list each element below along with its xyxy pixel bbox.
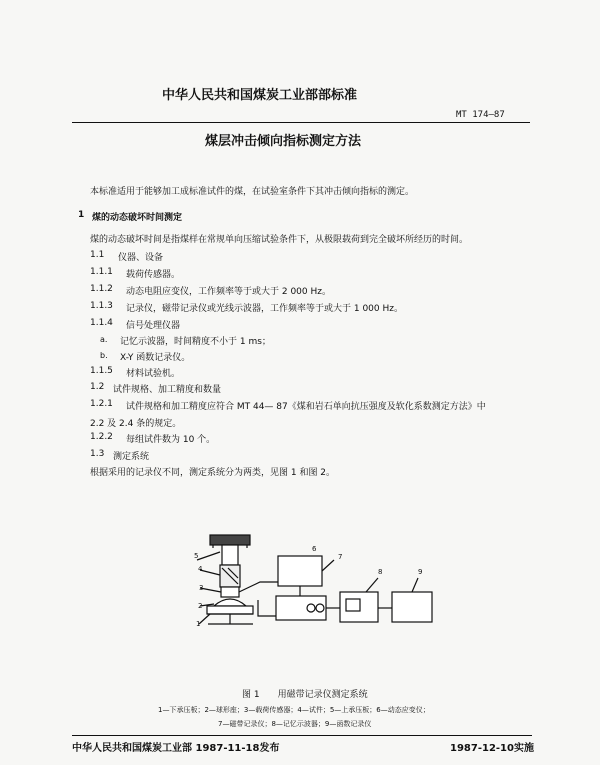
item-number: 1.1	[90, 250, 105, 260]
footer-issued: 中华人民共和国煤炭工业部 1987-11-18发布	[72, 743, 280, 754]
item-text: 每组试件数为 10 个。	[126, 435, 216, 445]
section-1-definition: 煤的动态破坏时间是指煤样在常规单向压缩试验条件下，从极限载荷到完全破坏所经历的时间。	[90, 235, 469, 245]
leader-line	[322, 560, 334, 571]
sensor-cable	[239, 582, 278, 592]
function-recorder	[392, 592, 432, 622]
item-number: a.	[100, 335, 108, 344]
item-number: 1.1.5	[90, 366, 113, 376]
leader-line	[412, 578, 418, 592]
figure-label: 2	[198, 602, 203, 610]
item-text: 2.2 及 2.4 条的规定。	[90, 419, 182, 429]
figure-caption: 图 1 用磁带记录仪测定系统	[242, 690, 368, 700]
leader-line	[199, 614, 210, 624]
oscilloscope-screen	[346, 599, 360, 611]
intro-paragraph: 本标准适用于能够加工成标准试件的煤，在试验室条件下其冲击倾向指标的测定。	[90, 187, 415, 197]
item-number: 1.3	[90, 449, 105, 459]
section-1-heading: 煤的动态破坏时间测定	[92, 213, 183, 223]
leader-line	[200, 570, 220, 575]
item-text: 记录仪，磁带记录仪或光线示波器，工作频率等于或大于 1 000 Hz。	[126, 304, 403, 314]
figure-label: 5	[194, 552, 199, 560]
document-title: 煤层冲击倾向指标测定方法	[205, 134, 362, 149]
item-number: 1.2	[90, 382, 105, 392]
item-number: 1.1.4	[90, 318, 113, 328]
load-sensor	[221, 587, 239, 597]
figure-label: 9	[418, 568, 423, 576]
item-number: 1.1.1	[90, 267, 113, 277]
upper-platen-block	[210, 535, 250, 545]
item-text: 材料试验机。	[126, 369, 181, 379]
connection-line	[258, 600, 276, 616]
item-text: 试件规格和加工精度应符合 MT 44— 87《煤和岩石单向抗压强度及软化系数测定方法》中	[126, 402, 486, 412]
figure-label: 8	[378, 568, 383, 576]
ball-seat	[214, 599, 246, 606]
figure-label: 7	[338, 553, 343, 561]
item-text: 仪器、设备	[118, 253, 164, 263]
figure-label: 3	[199, 584, 204, 592]
item-text: 记忆示波器，时间精度不小于 1 ms；	[120, 337, 271, 347]
dynamic-strain-amplifier	[278, 556, 322, 586]
footer-rule	[72, 735, 532, 736]
item-text: 测定系统	[113, 452, 150, 462]
item-text: 根据采用的记录仪不同，测定系统分为两类，见图 1 和图 2。	[90, 468, 336, 478]
figure-label: 6	[312, 545, 317, 553]
issuer-heading: 中华人民共和国煤炭工业部部标准	[162, 88, 358, 103]
figure-label: 1	[196, 620, 201, 628]
item-number: b.	[100, 351, 108, 360]
figure-label: 4	[198, 565, 203, 573]
leader-line	[197, 552, 220, 560]
leader-line	[366, 578, 378, 592]
item-text: 载荷传感器。	[126, 270, 181, 280]
item-text: 信号处理仪器	[126, 321, 181, 331]
item-text: 动态电阻应变仪，工作频率等于或大于 2 000 Hz。	[126, 287, 331, 297]
footer-effective: 1987-12-10实施	[450, 743, 534, 754]
figure-legend-line-1: 1—下承压板；2—球形座；3—载荷传感器；4—试件；5—上承压板；6—动态应变仪；	[158, 706, 430, 714]
item-text: 试件规格、加工精度和数量	[113, 385, 222, 395]
upper-bearing-plate	[222, 545, 238, 565]
item-number: 1.1.2	[90, 284, 113, 294]
figure-legend-line-2: 7—磁带记录仪；8—记忆示波器；9—函数记录仪	[218, 720, 372, 728]
item-number: 1.2.1	[90, 399, 113, 409]
item-text: X-Y 函数记录仪。	[120, 353, 191, 363]
item-number: 1.1.3	[90, 301, 113, 311]
tape-recorder	[276, 596, 326, 620]
item-number: 1.2.2	[90, 432, 113, 442]
lower-platen	[207, 606, 253, 614]
section-1-number: 1	[78, 210, 85, 220]
standard-code: MT 174—87	[456, 110, 505, 120]
